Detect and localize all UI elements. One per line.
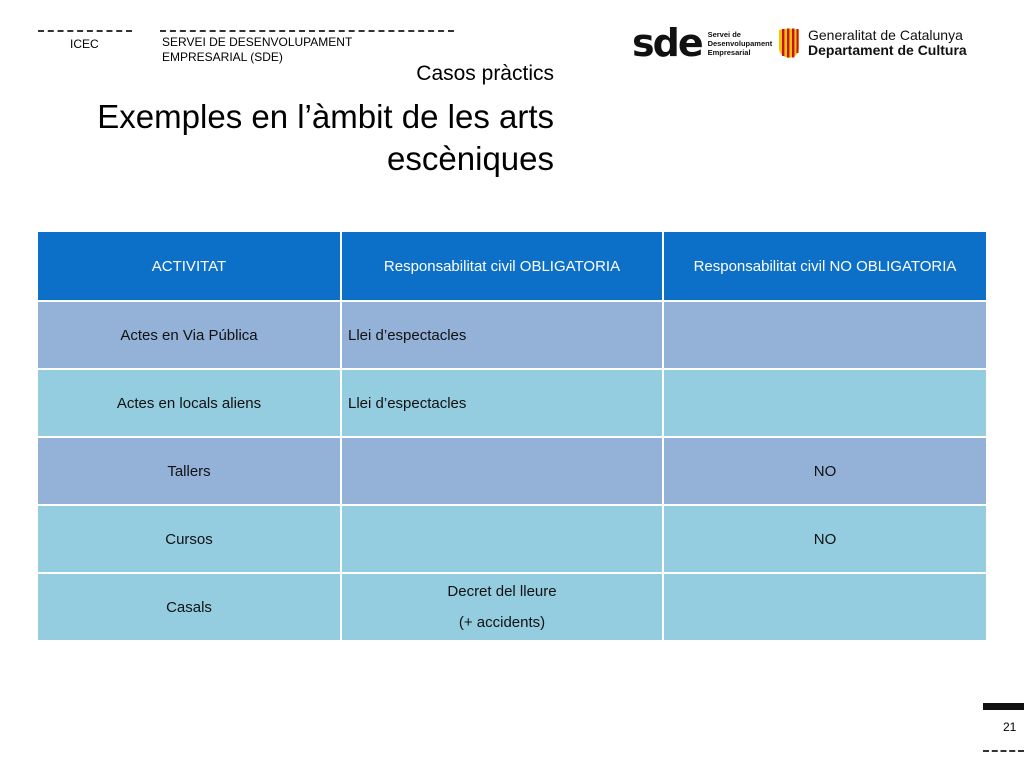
sde-mark: sde: [632, 21, 702, 65]
cell-obligatoria: [342, 506, 662, 572]
page-subtitle: Casos pràctics: [416, 62, 554, 85]
cell-obligatoria: Llei d’espectacles: [342, 370, 662, 436]
table-header-row: [38, 232, 986, 300]
cell-activitat: Tallers: [38, 438, 340, 504]
cell-activitat: Actes en Via Pública: [38, 302, 340, 368]
header-obligatoria: Responsabilitat civil OBLIGATORIA: [342, 232, 662, 300]
cell-no-obligatoria: NO: [664, 506, 986, 572]
table-row: [38, 574, 986, 640]
cell-obligatoria: Llei d’espectacles: [342, 302, 662, 368]
generalitat-line1: Generalitat de Catalunya: [808, 27, 963, 43]
cell-activitat: Actes en locals aliens: [38, 370, 340, 436]
footer-dash: [983, 750, 1024, 752]
table-row: [38, 438, 986, 504]
activities-table: [36, 230, 988, 642]
cell-obligatoria: [342, 574, 662, 640]
header-no-obligatoria: Responsabilitat civil NO OBLIGATORIA: [664, 232, 986, 300]
sde-text-line: Desenvolupament: [707, 38, 773, 48]
cell-obligatoria: [342, 438, 662, 504]
cell-activitat: Casals: [38, 574, 340, 640]
sde-text-line: Servei de: [707, 29, 741, 39]
cell-obligatoria-line1: Decret del lleure: [447, 583, 557, 600]
table-row: [38, 370, 986, 436]
table-row: [38, 506, 986, 572]
org-sde: SERVEI DE DESENVOLUPAMENT EMPRESARIAL (SDE): [162, 35, 353, 64]
sde-logo-text: [708, 30, 773, 57]
cell-no-obligatoria: [664, 302, 986, 368]
page-title: Exemples en l’àmbit de les arts escèniques: [97, 98, 554, 177]
generalitat-text: [808, 28, 967, 58]
sde-logo: [632, 21, 773, 65]
cell-obligatoria-line2: (+ accidents): [458, 614, 546, 631]
cell-no-obligatoria: [664, 574, 986, 640]
header-activitat: ACTIVITAT: [38, 232, 340, 300]
header-dash-right: [160, 30, 454, 32]
cell-no-obligatoria: NO: [664, 438, 986, 504]
cell-no-obligatoria: [664, 370, 986, 436]
generalitat-logo: [778, 28, 967, 58]
org-icec: ICEC: [70, 37, 99, 51]
generalitat-line2: Departament de Cultura: [808, 42, 967, 58]
table-row: [38, 302, 986, 368]
page-number: 21: [1003, 720, 1017, 734]
cell-activitat: Cursos: [38, 506, 340, 572]
sde-text-line: Empresarial: [707, 47, 751, 57]
footer-bar: [983, 703, 1024, 710]
senyera-icon: [778, 28, 800, 58]
header-dash-left: [38, 30, 132, 32]
